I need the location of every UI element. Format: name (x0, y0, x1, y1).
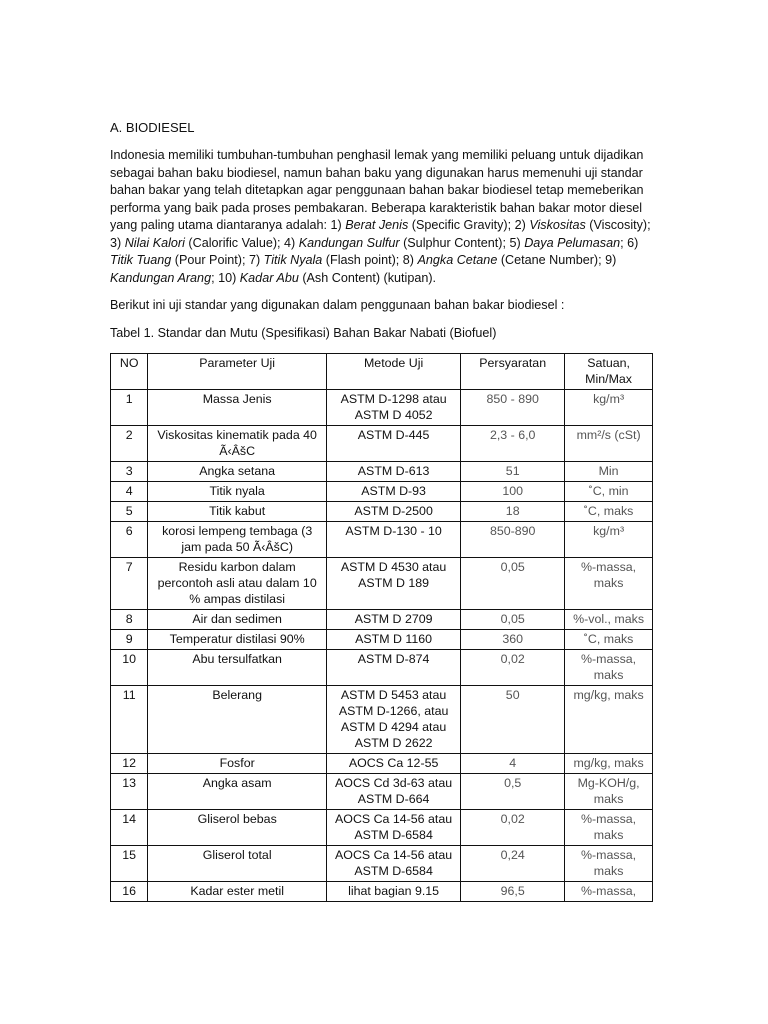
cell-parameter: Fosfor (148, 754, 327, 774)
cell-parameter: Angka asam (148, 774, 327, 810)
intro-text: (Viscosity); 3) (110, 218, 651, 250)
header-requirement: Persyaratan (461, 354, 565, 390)
cell-parameter: Titik kabut (148, 502, 327, 522)
cell-parameter: Titik nyala (148, 482, 327, 502)
table-row (111, 630, 653, 650)
cell-unit: %-massa, maks (565, 650, 653, 686)
intro-term: Kadar Abu (239, 270, 299, 285)
cell-parameter: Air dan sedimen (148, 610, 327, 630)
cell-no: 4 (111, 482, 148, 502)
cell-method: AOCS Ca 14-56 atau ASTM D-6584 (326, 846, 460, 882)
cell-requirement: 0,02 (461, 810, 565, 846)
intro-text: Indonesia memiliki tumbuhan-tumbuhan penghasil lemak yang memiliki peluang untuk dijadikan sebagai bahan baku biodiesel, namun bahan baku yang digunakan harus memenuhi uji standar bahan bakar yang telah ditetapkan agar penggunaan bahan bakar biodiesel tetap memeberikan performa yang baik pada proses pembakaran. Beberapa karakteristik bahan bakar motor diesel yang paling utama diantaranya adalah: 1) (110, 148, 644, 232)
intro-text: (Sulphur Content); 5) (399, 235, 525, 250)
cell-requirement: 96,5 (461, 882, 565, 902)
cell-unit: %-massa, maks (565, 558, 653, 610)
cell-no: 16 (111, 882, 148, 902)
table-row (111, 390, 653, 426)
cell-no: 7 (111, 558, 148, 610)
intro-term: Nilai Kalori (124, 235, 185, 250)
cell-method: ASTM D-93 (326, 482, 460, 502)
intro-text: ; 6) (620, 235, 639, 250)
table-row (111, 686, 653, 754)
lead-in-paragraph: Berikut ini uji standar yang digunakan dalam penggunaan bahan bakar biodiesel : (110, 298, 565, 312)
cell-requirement: 0,05 (461, 558, 565, 610)
cell-parameter: Temperatur distilasi 90% (148, 630, 327, 650)
cell-method: ASTM D-613 (326, 462, 460, 482)
intro-text: (Flash point); 8) (322, 253, 418, 267)
intro-term: Berat Jenis (345, 218, 409, 232)
intro-paragraph (110, 147, 658, 287)
table-row (111, 754, 653, 774)
table-row (111, 810, 653, 846)
cell-no: 12 (111, 754, 148, 774)
section-title: A. BIODIESEL (110, 120, 195, 135)
intro-term: Kandungan Sulfur (298, 235, 400, 250)
cell-requirement: 18 (461, 502, 565, 522)
intro-term: Titik Tuang (110, 253, 172, 267)
table-body (111, 390, 653, 902)
cell-method: ASTM D 1160 (326, 630, 460, 650)
cell-no: 3 (111, 462, 148, 482)
cell-parameter: Gliserol total (148, 846, 327, 882)
cell-parameter: Viskositas kinematik pada 40 Ã‹ÂšC (148, 426, 327, 462)
cell-requirement: 0,5 (461, 774, 565, 810)
table-row (111, 774, 653, 810)
cell-requirement: 50 (461, 686, 565, 754)
cell-unit: mg/kg, maks (565, 754, 653, 774)
cell-method: AOCS Ca 12-55 (326, 754, 460, 774)
table-row (111, 462, 653, 482)
cell-unit: Min (565, 462, 653, 482)
table-header-row (111, 354, 653, 390)
cell-unit: kg/m³ (565, 390, 653, 426)
cell-method: ASTM D-874 (326, 650, 460, 686)
cell-requirement: 0,05 (461, 610, 565, 630)
cell-requirement: 850-890 (461, 522, 565, 558)
cell-requirement: 360 (461, 630, 565, 650)
specification-table (110, 353, 653, 902)
intro-text: (Cetane Number); 9) (497, 253, 617, 267)
cell-requirement: 0,02 (461, 650, 565, 686)
header-unit: Satuan, Min/Max (565, 354, 653, 390)
cell-unit: ˚C, min (565, 482, 653, 502)
cell-parameter: korosi lempeng tembaga (3 jam pada 50 Ã‹ÂšC) (148, 522, 327, 558)
cell-unit: mm²/s (cSt) (565, 426, 653, 462)
intro-text: (Pour Point); 7) (171, 253, 264, 267)
table-row (111, 610, 653, 630)
cell-unit: ˚C, maks (565, 630, 653, 650)
cell-no: 13 (111, 774, 148, 810)
cell-no: 11 (111, 686, 148, 754)
cell-method: AOCS Ca 14-56 atau ASTM D-6584 (326, 810, 460, 846)
cell-no: 1 (111, 390, 148, 426)
cell-method: ASTM D-130 - 10 (326, 522, 460, 558)
table-row (111, 502, 653, 522)
cell-requirement: 51 (461, 462, 565, 482)
table-row (111, 426, 653, 462)
cell-unit: %-massa, maks (565, 846, 653, 882)
cell-requirement: 850 - 890 (461, 390, 565, 426)
cell-method: ASTM D 4530 atau ASTM D 189 (326, 558, 460, 610)
cell-no: 6 (111, 522, 148, 558)
intro-text: ; 10) (211, 270, 240, 285)
cell-parameter: Residu karbon dalam percontoh asli atau dalam 10 % ampas distilasi (148, 558, 327, 610)
cell-parameter: Belerang (148, 686, 327, 754)
cell-unit: kg/m³ (565, 522, 653, 558)
intro-term: Viskositas (529, 218, 586, 232)
header-method: Metode Uji (326, 354, 460, 390)
cell-parameter: Abu tersulfatkan (148, 650, 327, 686)
cell-requirement: 4 (461, 754, 565, 774)
cell-method: ASTM D 5453 atau ASTM D-1266, atau ASTM D 4294 atau ASTM D 2622 (326, 686, 460, 754)
cell-unit: Mg-KOH/g, maks (565, 774, 653, 810)
cell-unit: %-massa, maks (565, 810, 653, 846)
intro-term: Kandungan Arang (110, 270, 212, 285)
intro-text: (Ash Content) (kutipan). (298, 270, 437, 285)
cell-parameter: Gliserol bebas (148, 810, 327, 846)
cell-requirement: 2,3 - 6,0 (461, 426, 565, 462)
cell-parameter: Massa Jenis (148, 390, 327, 426)
cell-no: 8 (111, 610, 148, 630)
cell-no: 14 (111, 810, 148, 846)
cell-requirement: 0,24 (461, 846, 565, 882)
cell-no: 10 (111, 650, 148, 686)
table-row (111, 558, 653, 610)
cell-parameter: Angka setana (148, 462, 327, 482)
cell-no: 9 (111, 630, 148, 650)
cell-unit: ˚C, maks (565, 502, 653, 522)
header-parameter: Parameter Uji (148, 354, 327, 390)
cell-unit: %-massa, (565, 882, 653, 902)
cell-method: ASTM D 2709 (326, 610, 460, 630)
cell-unit: mg/kg, maks (565, 686, 653, 754)
cell-parameter: Kadar ester metil (148, 882, 327, 902)
cell-method: lihat bagian 9.15 (326, 882, 460, 902)
table-row (111, 846, 653, 882)
table-row (111, 522, 653, 558)
table-row (111, 482, 653, 502)
cell-no: 15 (111, 846, 148, 882)
cell-method: ASTM D-1298 atau ASTM D 4052 (326, 390, 460, 426)
intro-term: Daya Pelumasan (524, 235, 621, 250)
cell-requirement: 100 (461, 482, 565, 502)
intro-text: (Specific Gravity); 2) (408, 218, 530, 232)
cell-method: ASTM D-2500 (326, 502, 460, 522)
header-no: NO (111, 354, 148, 390)
cell-no: 5 (111, 502, 148, 522)
cell-unit: %-vol., maks (565, 610, 653, 630)
intro-term: Angka Cetane (417, 253, 498, 267)
intro-text: (Calorific Value); 4) (184, 235, 299, 250)
cell-method: AOCS Cd 3d-63 atau ASTM D-664 (326, 774, 460, 810)
table-row (111, 882, 653, 902)
table-row (111, 650, 653, 686)
intro-term: Titik Nyala (263, 253, 323, 267)
cell-method: ASTM D-445 (326, 426, 460, 462)
table-caption: Tabel 1. Standar dan Mutu (Spesifikasi) Bahan Bakar Nabati (Biofuel) (110, 326, 497, 340)
cell-no: 2 (111, 426, 148, 462)
